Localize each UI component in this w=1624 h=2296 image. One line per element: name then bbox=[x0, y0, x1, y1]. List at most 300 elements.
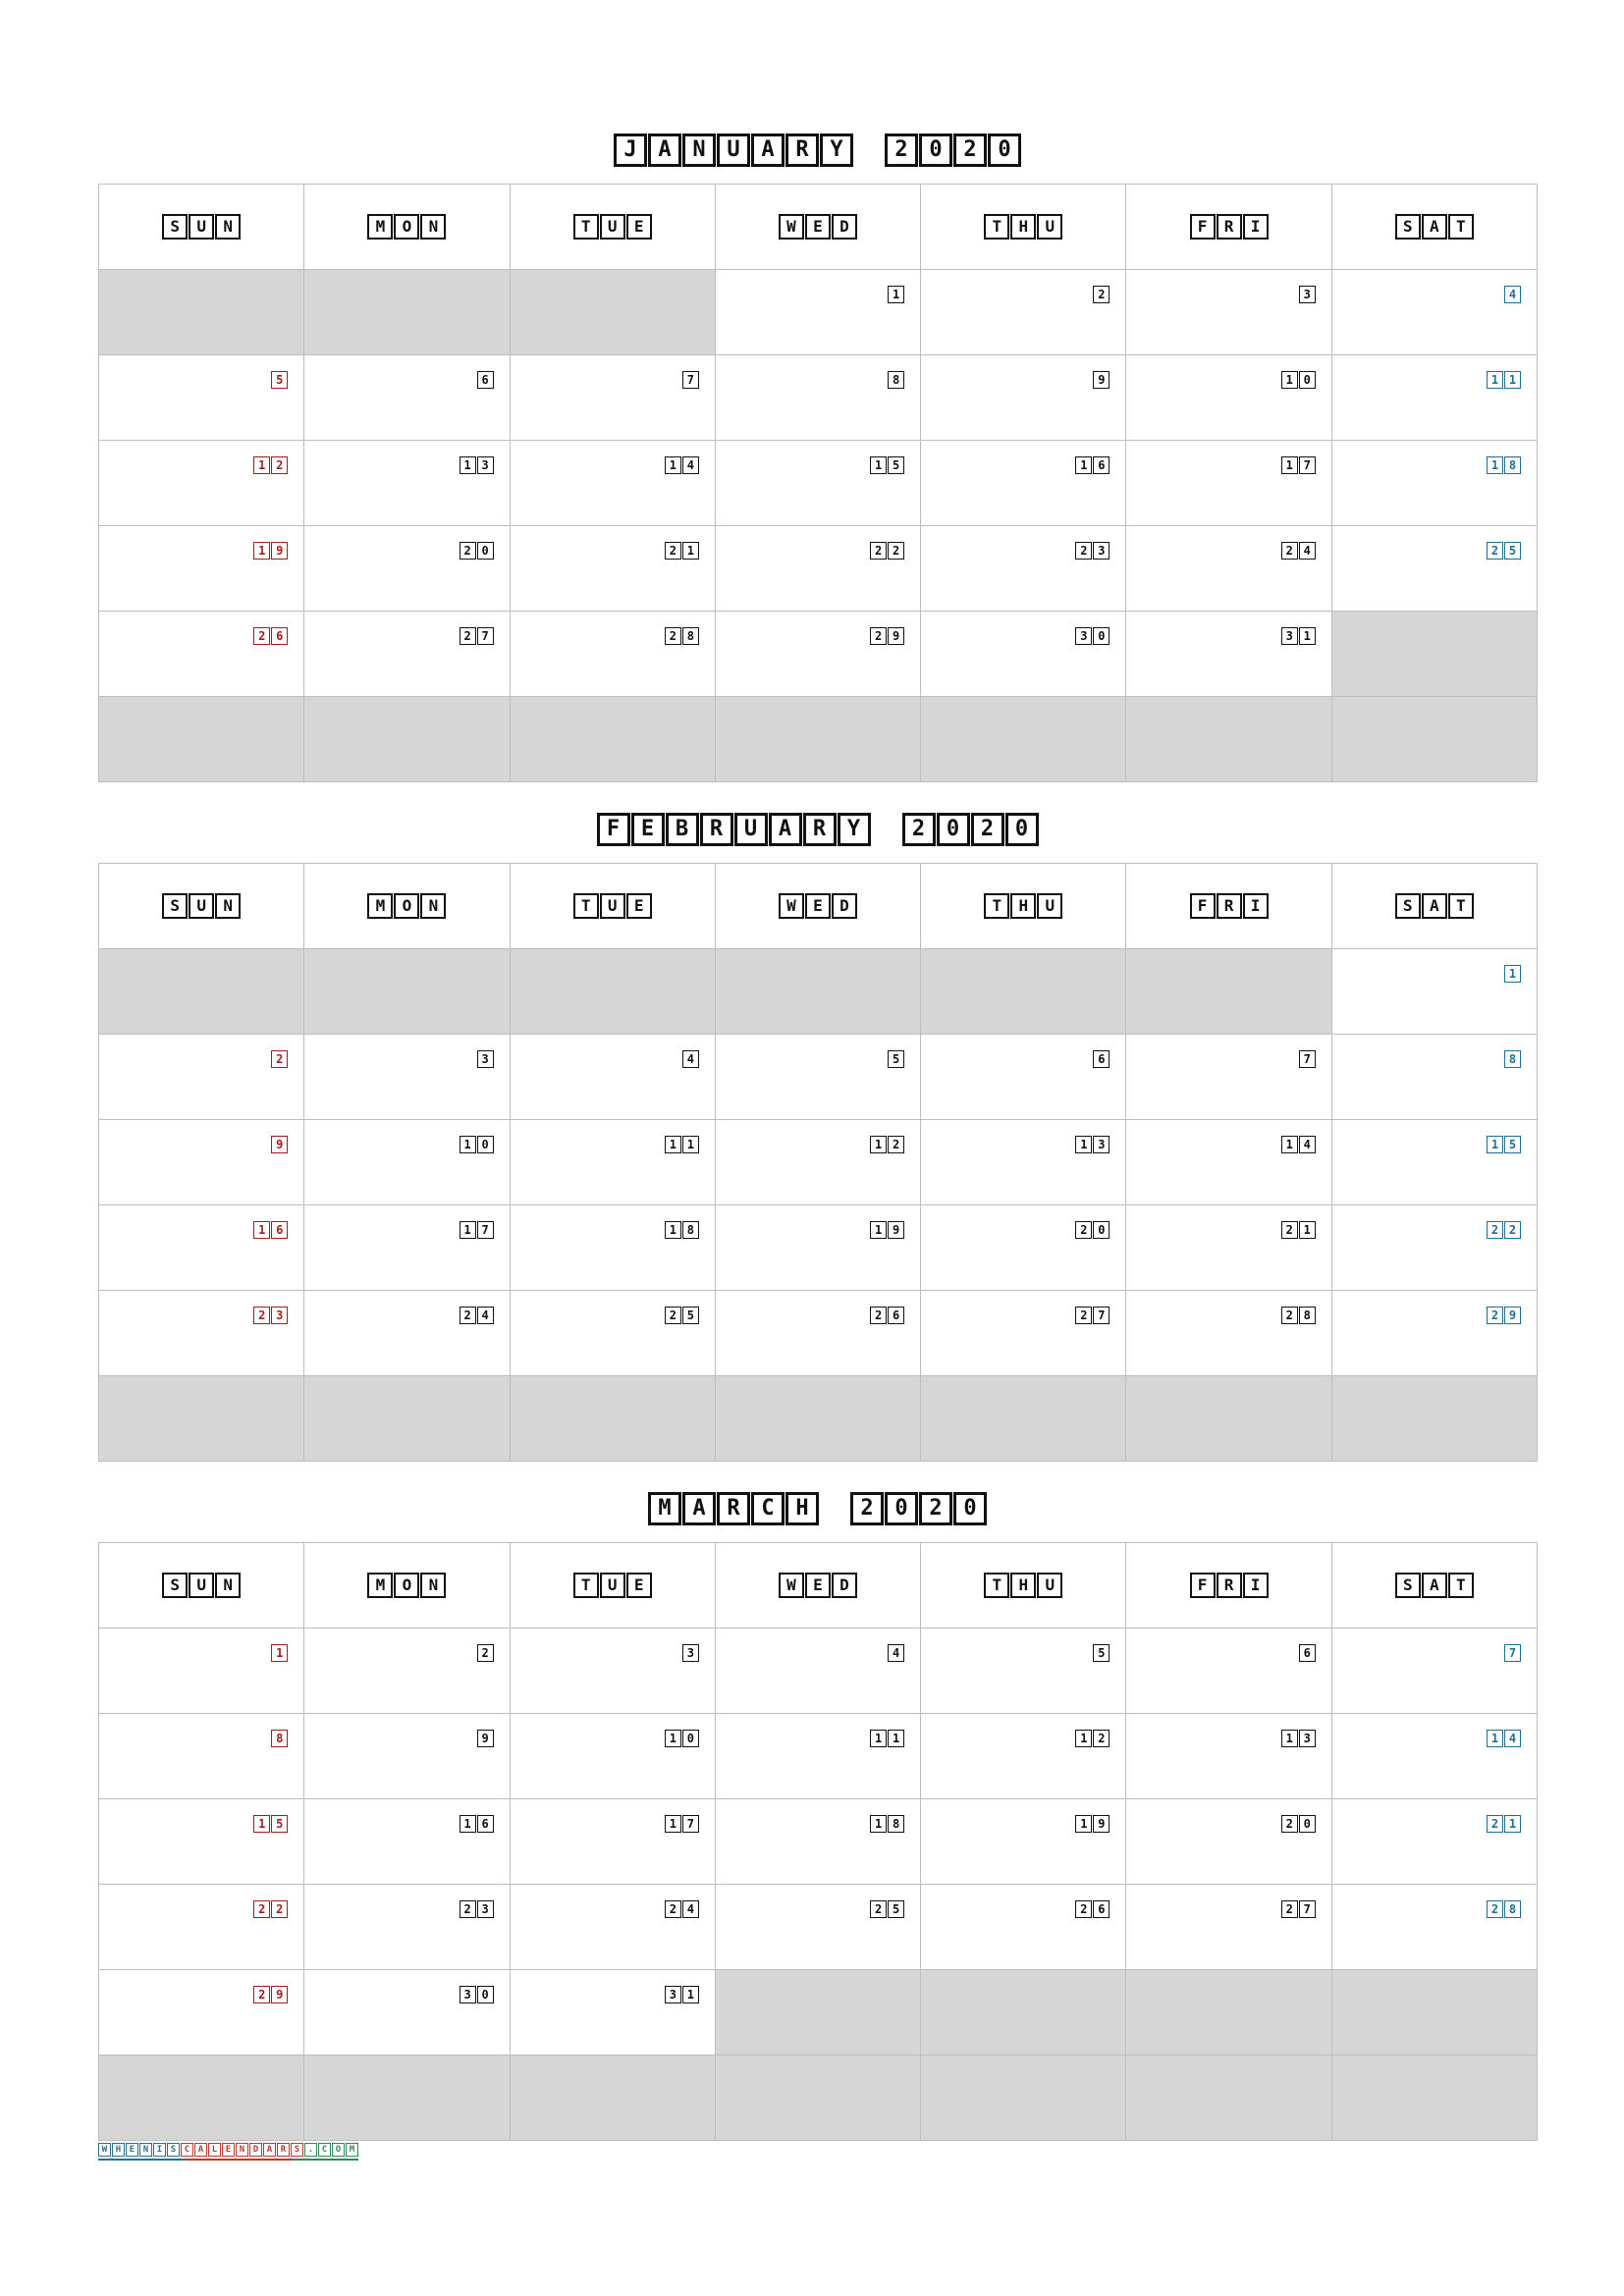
weekday-header-tue bbox=[511, 864, 716, 949]
weekday-label bbox=[1395, 893, 1474, 919]
day-number bbox=[888, 1644, 904, 1662]
day-number bbox=[1487, 456, 1521, 474]
empty-day-cell bbox=[304, 949, 510, 1035]
day-cell[interactable] bbox=[511, 1799, 716, 1885]
stamp-text: F R I bbox=[1190, 214, 1269, 240]
stamp-text: 3 bbox=[1299, 286, 1316, 303]
empty-day-cell bbox=[1332, 612, 1538, 697]
empty-day-cell bbox=[716, 1376, 921, 1462]
stamp-text: 2 3 bbox=[460, 1900, 494, 1918]
stamp-text: 2 5 bbox=[870, 1900, 904, 1918]
day-cell[interactable] bbox=[1332, 1629, 1538, 1714]
day-number bbox=[253, 1986, 288, 2003]
stamp-text: 1 1 bbox=[870, 1730, 904, 1747]
day-number bbox=[1075, 627, 1110, 645]
day-cell[interactable] bbox=[921, 270, 1126, 355]
stamp-text: 2 7 bbox=[460, 627, 494, 645]
day-number bbox=[271, 1050, 288, 1068]
day-number bbox=[682, 371, 699, 389]
stamp-text: W E D bbox=[779, 1573, 857, 1598]
stamp-text: 1 5 bbox=[870, 456, 904, 474]
stamp-text: T H U bbox=[984, 214, 1062, 240]
stamp-text: 8 bbox=[888, 371, 904, 389]
day-cell[interactable] bbox=[99, 1799, 304, 1885]
empty-day-cell bbox=[304, 270, 510, 355]
day-cell[interactable] bbox=[1126, 526, 1331, 612]
day-cell[interactable] bbox=[511, 1885, 716, 1970]
day-cell[interactable] bbox=[511, 1291, 716, 1376]
day-number bbox=[888, 286, 904, 303]
calendar-grid bbox=[98, 863, 1538, 1462]
day-cell[interactable] bbox=[1126, 1799, 1331, 1885]
day-number bbox=[682, 1644, 699, 1662]
day-cell[interactable] bbox=[1332, 526, 1538, 612]
day-cell[interactable] bbox=[921, 1120, 1126, 1205]
day-cell[interactable] bbox=[1126, 1120, 1331, 1205]
stamp-text: W E D bbox=[779, 214, 857, 240]
day-cell[interactable] bbox=[511, 1035, 716, 1120]
weekday-label bbox=[984, 893, 1062, 919]
empty-day-cell bbox=[99, 2056, 304, 2141]
day-cell[interactable] bbox=[1126, 270, 1331, 355]
day-cell[interactable] bbox=[511, 526, 716, 612]
stamp-text: F R I bbox=[1190, 893, 1269, 919]
day-cell[interactable] bbox=[99, 1970, 304, 2056]
day-number bbox=[1487, 1900, 1521, 1918]
stamp-text: T U E bbox=[573, 214, 652, 240]
day-cell[interactable] bbox=[716, 1035, 921, 1120]
day-number bbox=[1281, 1900, 1316, 1918]
day-cell[interactable] bbox=[921, 1885, 1126, 1970]
day-number bbox=[477, 1050, 494, 1068]
stamp-text: S A T bbox=[1395, 1573, 1474, 1598]
day-cell[interactable] bbox=[1126, 1205, 1331, 1291]
stamp-text: 1 0 bbox=[1281, 371, 1316, 389]
day-number bbox=[477, 1730, 494, 1747]
day-number bbox=[460, 456, 494, 474]
empty-day-cell bbox=[1332, 697, 1538, 782]
empty-day-cell bbox=[716, 697, 921, 782]
stamp-text: 2 0 bbox=[1281, 1815, 1316, 1833]
day-cell[interactable] bbox=[921, 441, 1126, 526]
day-cell[interactable] bbox=[716, 1205, 921, 1291]
stamp-text: 1 4 bbox=[1281, 1136, 1316, 1153]
day-cell[interactable] bbox=[1332, 1035, 1538, 1120]
day-cell[interactable] bbox=[1332, 441, 1538, 526]
day-number bbox=[1093, 1644, 1110, 1662]
day-number bbox=[460, 1815, 494, 1833]
stamp-text: 1 0 bbox=[460, 1136, 494, 1153]
day-cell[interactable] bbox=[1332, 1885, 1538, 1970]
empty-day-cell bbox=[921, 697, 1126, 782]
day-number bbox=[870, 542, 904, 560]
day-cell[interactable] bbox=[511, 1120, 716, 1205]
stamp-text: 1 6 bbox=[1075, 456, 1110, 474]
day-cell[interactable] bbox=[99, 1629, 304, 1714]
day-cell[interactable] bbox=[1126, 1629, 1331, 1714]
stamp-text: 2 5 bbox=[1487, 542, 1521, 560]
empty-day-cell bbox=[99, 1376, 304, 1462]
empty-day-cell bbox=[1126, 949, 1331, 1035]
day-number bbox=[271, 1730, 288, 1747]
day-cell[interactable] bbox=[921, 1291, 1126, 1376]
stamp-text: 2 1 bbox=[665, 542, 699, 560]
day-cell[interactable] bbox=[99, 612, 304, 697]
empty-day-cell bbox=[921, 1970, 1126, 2056]
day-number bbox=[1504, 1050, 1521, 1068]
day-cell[interactable] bbox=[1126, 1885, 1331, 1970]
day-cell[interactable] bbox=[716, 1120, 921, 1205]
day-number bbox=[888, 1050, 904, 1068]
weekday-header-thu bbox=[921, 864, 1126, 949]
stamp-text: 4 bbox=[1504, 286, 1521, 303]
day-number bbox=[1281, 1307, 1316, 1324]
stamp-text: 2 0 bbox=[460, 542, 494, 560]
stamp-text: 3 1 bbox=[1281, 627, 1316, 645]
stamp-text: M O N bbox=[367, 1573, 446, 1598]
day-number bbox=[1093, 371, 1110, 389]
stamp-text: 3 bbox=[477, 1050, 494, 1068]
stamp-text: 9 bbox=[271, 1136, 288, 1153]
stamp-text: 6 bbox=[1093, 1050, 1110, 1068]
day-cell[interactable] bbox=[511, 1714, 716, 1799]
day-number bbox=[1075, 456, 1110, 474]
day-number bbox=[665, 1900, 699, 1918]
stamp-text: 1 8 bbox=[665, 1221, 699, 1239]
empty-day-cell bbox=[921, 949, 1126, 1035]
day-cell[interactable] bbox=[1332, 1120, 1538, 1205]
weekday-label bbox=[162, 1573, 241, 1598]
day-cell[interactable] bbox=[921, 1205, 1126, 1291]
stamp-text: 1 3 bbox=[1281, 1730, 1316, 1747]
empty-day-cell bbox=[1126, 2056, 1331, 2141]
day-number bbox=[1299, 286, 1316, 303]
day-number bbox=[1487, 1730, 1521, 1747]
day-number bbox=[1281, 371, 1316, 389]
day-number bbox=[1075, 1815, 1110, 1833]
day-cell[interactable] bbox=[511, 1970, 716, 2056]
day-number bbox=[460, 1307, 494, 1324]
day-number bbox=[460, 1986, 494, 2003]
day-cell[interactable] bbox=[304, 612, 510, 697]
empty-day-cell bbox=[1332, 1376, 1538, 1462]
day-cell[interactable] bbox=[304, 1799, 510, 1885]
footer-underline bbox=[98, 2159, 358, 2161]
day-number bbox=[253, 1815, 288, 1833]
stamp-text: J A N U A R Y 2 0 2 0 bbox=[614, 133, 1021, 167]
day-cell[interactable] bbox=[716, 1885, 921, 1970]
day-cell[interactable] bbox=[716, 1714, 921, 1799]
weekday-label bbox=[367, 893, 446, 919]
day-number bbox=[1075, 1136, 1110, 1153]
stamp-text: S U N bbox=[162, 893, 241, 919]
weekday-label bbox=[162, 214, 241, 240]
weekday-header-sat bbox=[1332, 185, 1538, 270]
day-cell[interactable] bbox=[304, 1970, 510, 2056]
day-cell[interactable] bbox=[921, 526, 1126, 612]
stamp-text: 3 0 bbox=[460, 1986, 494, 2003]
stamp-text: 1 8 bbox=[1487, 456, 1521, 474]
day-number bbox=[665, 1815, 699, 1833]
empty-day-cell bbox=[716, 1970, 921, 2056]
stamp-text: 2 4 bbox=[1281, 542, 1316, 560]
weekday-label bbox=[367, 214, 446, 240]
weekday-label bbox=[573, 893, 652, 919]
day-number bbox=[870, 1900, 904, 1918]
weekday-header-fri bbox=[1126, 185, 1331, 270]
day-cell[interactable] bbox=[1126, 441, 1331, 526]
day-number bbox=[682, 1050, 699, 1068]
weekday-label bbox=[573, 1573, 652, 1598]
stamp-text: 8 bbox=[271, 1730, 288, 1747]
weekday-label bbox=[1395, 1573, 1474, 1598]
stamp-text: 2 7 bbox=[1281, 1900, 1316, 1918]
day-number bbox=[1075, 542, 1110, 560]
empty-day-cell bbox=[1332, 2056, 1538, 2141]
day-cell[interactable] bbox=[1126, 612, 1331, 697]
day-cell[interactable] bbox=[511, 1205, 716, 1291]
day-number bbox=[665, 1136, 699, 1153]
weekday-label bbox=[1395, 214, 1474, 240]
day-cell[interactable] bbox=[1332, 949, 1538, 1035]
stamp-text: 2 8 bbox=[665, 627, 699, 645]
stamp-text: 4 bbox=[682, 1050, 699, 1068]
stamp-text: T U E bbox=[573, 1573, 652, 1598]
day-cell[interactable] bbox=[1332, 1799, 1538, 1885]
stamp-text: 2 0 bbox=[1075, 1221, 1110, 1239]
stamp-text: S U N bbox=[162, 214, 241, 240]
weekday-label bbox=[367, 1573, 446, 1598]
day-cell[interactable] bbox=[1332, 1291, 1538, 1376]
day-cell[interactable] bbox=[1332, 1205, 1538, 1291]
day-cell[interactable] bbox=[921, 355, 1126, 441]
day-cell[interactable] bbox=[921, 1714, 1126, 1799]
weekday-header-mon bbox=[304, 185, 510, 270]
stamp-text: 1 3 bbox=[1075, 1136, 1110, 1153]
day-cell[interactable] bbox=[99, 1120, 304, 1205]
day-number bbox=[460, 1136, 494, 1153]
day-number bbox=[870, 1307, 904, 1324]
day-number bbox=[271, 1644, 288, 1662]
day-number bbox=[1487, 1221, 1521, 1239]
weekday-header-wed bbox=[716, 864, 921, 949]
day-cell[interactable] bbox=[99, 1885, 304, 1970]
stamp-text: 2 9 bbox=[1487, 1307, 1521, 1324]
day-cell[interactable] bbox=[304, 526, 510, 612]
day-number bbox=[665, 456, 699, 474]
day-number bbox=[1299, 1644, 1316, 1662]
day-cell[interactable] bbox=[716, 1629, 921, 1714]
weekday-label bbox=[779, 1573, 857, 1598]
stamp-text: 2 7 bbox=[1075, 1307, 1110, 1324]
stamp-text: 9 bbox=[1093, 371, 1110, 389]
footer-text[interactable] bbox=[98, 2143, 358, 2157]
weekday-header-tue bbox=[511, 1543, 716, 1629]
empty-day-cell bbox=[1126, 1970, 1331, 2056]
stamp-text: T H U bbox=[984, 893, 1062, 919]
day-number bbox=[460, 542, 494, 560]
weekday-label bbox=[1190, 893, 1269, 919]
empty-day-cell bbox=[99, 697, 304, 782]
stamp-text: 2 9 bbox=[253, 1986, 288, 2003]
stamp-text: 9 bbox=[477, 1730, 494, 1747]
footer-site-link[interactable] bbox=[98, 2143, 358, 2161]
day-cell[interactable] bbox=[1332, 1714, 1538, 1799]
weekday-header-mon bbox=[304, 1543, 510, 1629]
day-number bbox=[1281, 456, 1316, 474]
day-cell[interactable] bbox=[511, 612, 716, 697]
day-cell[interactable] bbox=[304, 1291, 510, 1376]
day-cell[interactable] bbox=[304, 355, 510, 441]
day-cell[interactable] bbox=[99, 1035, 304, 1120]
stamp-text: 2 2 bbox=[1487, 1221, 1521, 1239]
stamp-text: 1 0 bbox=[665, 1730, 699, 1747]
weekday-header-wed bbox=[716, 1543, 921, 1629]
stamp-text: 1 2 bbox=[1075, 1730, 1110, 1747]
day-number bbox=[665, 1221, 699, 1239]
weekday-header-sat bbox=[1332, 864, 1538, 949]
day-cell[interactable] bbox=[304, 1629, 510, 1714]
day-cell[interactable] bbox=[511, 441, 716, 526]
day-cell[interactable] bbox=[716, 1291, 921, 1376]
day-cell[interactable] bbox=[921, 612, 1126, 697]
stamp-text: 7 bbox=[1504, 1644, 1521, 1662]
stamp-text: 1 4 bbox=[1487, 1730, 1521, 1747]
stamp-text: 8 bbox=[1504, 1050, 1521, 1068]
stamp-text: 2 6 bbox=[870, 1307, 904, 1324]
day-cell[interactable] bbox=[716, 355, 921, 441]
stamp-text: 5 bbox=[888, 1050, 904, 1068]
empty-day-cell bbox=[304, 697, 510, 782]
day-cell[interactable] bbox=[1126, 1714, 1331, 1799]
empty-day-cell bbox=[716, 2056, 921, 2141]
weekday-header-thu bbox=[921, 1543, 1126, 1629]
day-number bbox=[1487, 542, 1521, 560]
day-number bbox=[1487, 1815, 1521, 1833]
stamp-text: 2 4 bbox=[460, 1307, 494, 1324]
day-cell[interactable] bbox=[99, 441, 304, 526]
day-cell[interactable] bbox=[99, 1291, 304, 1376]
stamp-text: 2 6 bbox=[253, 627, 288, 645]
day-number bbox=[1299, 1050, 1316, 1068]
stamp-text: 1 2 bbox=[870, 1136, 904, 1153]
stamp-text: 5 bbox=[271, 371, 288, 389]
day-number bbox=[665, 1307, 699, 1324]
day-cell[interactable] bbox=[921, 1799, 1126, 1885]
stamp-text: 1 7 bbox=[460, 1221, 494, 1239]
stamp-text: M O N bbox=[367, 893, 446, 919]
stamp-text: 6 bbox=[1299, 1644, 1316, 1662]
stamp-text: 3 1 bbox=[665, 1986, 699, 2003]
stamp-text: 2 5 bbox=[665, 1307, 699, 1324]
stamp-text: 1 9 bbox=[253, 542, 288, 560]
day-number bbox=[1093, 286, 1110, 303]
day-number bbox=[1281, 1730, 1316, 1747]
weekday-header-tue bbox=[511, 185, 716, 270]
calendar-grid bbox=[98, 184, 1538, 782]
day-cell[interactable] bbox=[99, 526, 304, 612]
day-cell[interactable] bbox=[716, 1799, 921, 1885]
day-number bbox=[870, 1730, 904, 1747]
stamp-text: 1 3 bbox=[460, 456, 494, 474]
day-number bbox=[1487, 1136, 1521, 1153]
stamp-text: 1 7 bbox=[1281, 456, 1316, 474]
day-cell[interactable] bbox=[511, 1629, 716, 1714]
day-number bbox=[665, 1986, 699, 2003]
day-number bbox=[1075, 1730, 1110, 1747]
stamp-text: 1 1 bbox=[1487, 371, 1521, 389]
day-number bbox=[1281, 1136, 1316, 1153]
day-cell[interactable] bbox=[99, 1205, 304, 1291]
empty-day-cell bbox=[511, 697, 716, 782]
weekday-label bbox=[1190, 214, 1269, 240]
stamp-text: 7 bbox=[1299, 1050, 1316, 1068]
stamp-text: 2 6 bbox=[1075, 1900, 1110, 1918]
day-cell[interactable] bbox=[921, 1629, 1126, 1714]
stamp-text: S A T bbox=[1395, 214, 1474, 240]
day-cell[interactable] bbox=[1332, 270, 1538, 355]
day-cell[interactable] bbox=[304, 1120, 510, 1205]
weekday-header-wed bbox=[716, 185, 921, 270]
day-number bbox=[1487, 1307, 1521, 1324]
day-cell[interactable] bbox=[716, 526, 921, 612]
day-cell[interactable] bbox=[99, 355, 304, 441]
stamp-text: W E D bbox=[779, 893, 857, 919]
day-number bbox=[477, 371, 494, 389]
stamp-text: W H E N I S C A L E N D A R S . C O M bbox=[98, 2143, 358, 2157]
stamp-text: 1 2 bbox=[253, 456, 288, 474]
weekday-label bbox=[162, 893, 241, 919]
empty-day-cell bbox=[1126, 1376, 1331, 1462]
stamp-text: 1 5 bbox=[253, 1815, 288, 1833]
day-cell[interactable] bbox=[99, 1714, 304, 1799]
day-cell[interactable] bbox=[304, 1714, 510, 1799]
day-number bbox=[870, 1815, 904, 1833]
stamp-text: 6 bbox=[477, 371, 494, 389]
day-number bbox=[1504, 1644, 1521, 1662]
day-cell[interactable] bbox=[1126, 355, 1331, 441]
weekday-label bbox=[779, 893, 857, 919]
day-number bbox=[460, 1221, 494, 1239]
day-number bbox=[253, 456, 288, 474]
empty-day-cell bbox=[716, 949, 921, 1035]
day-cell[interactable] bbox=[511, 355, 716, 441]
day-number bbox=[1281, 542, 1316, 560]
day-cell[interactable] bbox=[716, 270, 921, 355]
stamp-text: 1 7 bbox=[665, 1815, 699, 1833]
day-number bbox=[1075, 1221, 1110, 1239]
stamp-text: 2 bbox=[477, 1644, 494, 1662]
day-cell[interactable] bbox=[304, 441, 510, 526]
day-cell[interactable] bbox=[921, 1035, 1126, 1120]
day-cell[interactable] bbox=[716, 441, 921, 526]
stamp-text: 2 8 bbox=[1487, 1900, 1521, 1918]
day-number bbox=[1487, 371, 1521, 389]
stamp-text: S U N bbox=[162, 1573, 241, 1598]
day-cell[interactable] bbox=[1126, 1291, 1331, 1376]
day-cell[interactable] bbox=[304, 1035, 510, 1120]
day-cell[interactable] bbox=[304, 1205, 510, 1291]
day-cell[interactable] bbox=[1332, 355, 1538, 441]
stamp-text: 2 1 bbox=[1281, 1221, 1316, 1239]
day-cell[interactable] bbox=[1126, 1035, 1331, 1120]
day-number bbox=[870, 456, 904, 474]
day-cell[interactable] bbox=[716, 612, 921, 697]
month-title bbox=[98, 123, 1537, 178]
stamp-text: 1 bbox=[888, 286, 904, 303]
stamp-text: M A R C H 2 0 2 0 bbox=[648, 1492, 987, 1525]
day-cell[interactable] bbox=[304, 1885, 510, 1970]
